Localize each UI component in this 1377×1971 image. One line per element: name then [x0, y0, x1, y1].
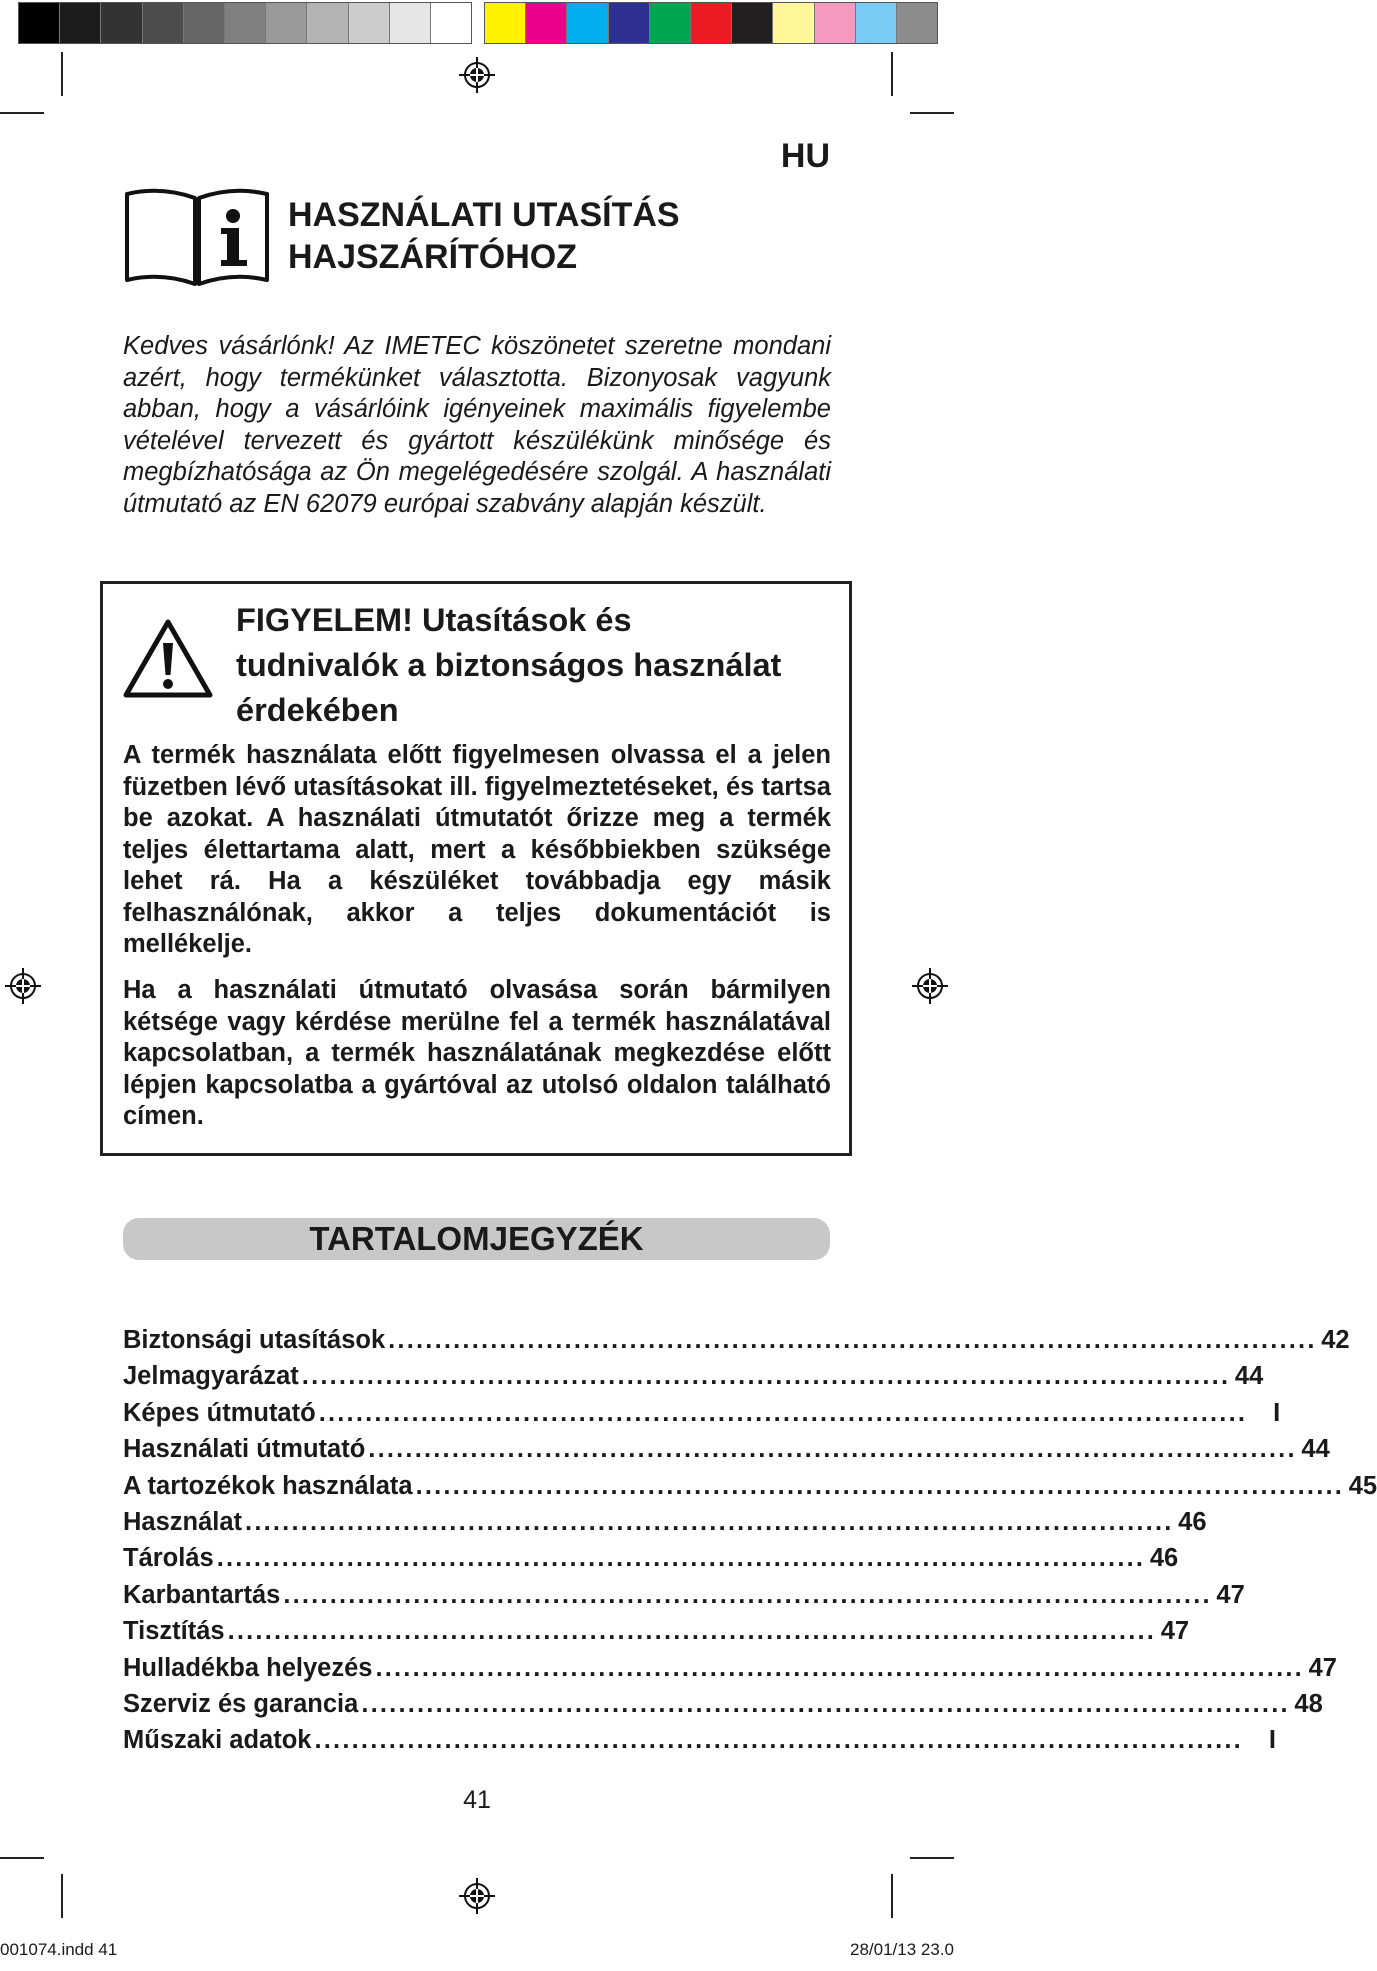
toc-entry	[123, 1540, 1179, 1576]
toc-entry	[123, 1650, 1337, 1686]
toc-entry-label: Használat	[123, 1507, 243, 1536]
title-line: HAJSZÁRÍTÓHOZ	[288, 238, 577, 276]
toc-entry-page: 44	[1301, 1435, 1330, 1464]
warning-title-line: tudnivalók a biztonságos használat	[236, 647, 782, 683]
registration-target-icon	[912, 968, 948, 1004]
toc-leader-dots: ....................................................................................................	[216, 1544, 1146, 1573]
color-swatch	[431, 3, 471, 43]
toc-entry-label: Tisztítás	[123, 1617, 225, 1646]
color-swatch	[773, 3, 814, 43]
manual-title	[288, 194, 680, 278]
toc-entry-label: Jelmagyarázat	[123, 1362, 299, 1391]
toc-entry	[123, 1722, 1276, 1758]
toc-entry	[123, 1322, 1350, 1358]
toc-entry-page: 44	[1234, 1362, 1264, 1391]
toc-entry-page: 47	[1308, 1653, 1337, 1682]
toc-entry-label: Tárolás	[123, 1544, 214, 1573]
toc-entry-page: I	[1268, 1726, 1276, 1755]
toc-entry-page: 46	[1149, 1544, 1179, 1573]
registration-target-icon	[459, 1878, 495, 1914]
toc-leader-dots: ....................................................................................................	[415, 1471, 1345, 1500]
color-swatch	[390, 3, 431, 43]
language-code: HU	[780, 137, 830, 175]
toc-leader-dots: ....................................................................................................	[227, 1617, 1157, 1646]
toc-entry	[123, 1686, 1323, 1722]
color-swatch	[567, 3, 608, 43]
toc-entry-page: I	[1273, 1398, 1281, 1427]
toc-leader-dots: ....................................................................................................	[245, 1507, 1174, 1536]
toc-entry	[123, 1431, 1330, 1467]
toc-leader-dots: ....................................................................................................	[375, 1653, 1304, 1682]
crop-mark	[891, 1874, 893, 1918]
toc-entry-label: Használati útmutató	[123, 1435, 366, 1464]
toc-entry-label: Műszaki adatok	[123, 1726, 312, 1755]
toc-entry-page: 45	[1348, 1471, 1377, 1500]
color-swatch	[349, 3, 390, 43]
toc-entry-label: Képes útmutató	[123, 1398, 316, 1427]
info-book-icon	[123, 188, 271, 288]
color-calibration-bar	[484, 2, 938, 44]
toc-entry	[123, 1504, 1207, 1540]
color-swatch	[143, 3, 184, 43]
crop-mark	[0, 112, 44, 114]
toc-entry-label: Szerviz és garancia	[123, 1689, 359, 1718]
color-swatch	[19, 3, 60, 43]
toc-entry	[123, 1613, 1190, 1649]
title-line: HASZNÁLATI UTASÍTÁS	[288, 196, 680, 234]
warning-title-line: FIGYELEM! Utasítások és	[236, 602, 632, 638]
footer-date-slug: 28/01/13 23.0	[850, 1940, 954, 1959]
page-number: 41	[463, 1786, 491, 1814]
toc-entry-label: Karbantartás	[123, 1580, 281, 1609]
warning-paragraph: Ha a használati útmutató olvasása során bármilyen kétsége vagy kérdése merülne fel a termék használatával kapcsolatban, a termék használatának megkezdése előtt lépjen kapcsolatba a gyártóval az utolsó oldalon található címen.	[123, 976, 831, 1130]
toc-entry-label: A tartozékok használata	[123, 1471, 413, 1500]
toc-entry	[123, 1577, 1245, 1613]
toc-leader-dots: ....................................................................................................	[388, 1326, 1317, 1354]
toc-entry-page: 47	[1160, 1617, 1190, 1646]
intro-paragraph: Kedves vásárlónk! Az IMETEC köszönetet szeretne mondani azért, hogy termékünket választotta. Bizonyosak vagyunk abban, hogy a vásárlóink igényeinek maximális figyelembe vételével tervezett és gyártott készülékünk minősége és megbízhatósága az Ön megelégedésére szolgál. A használati útmutató az EN 62079 európai szabvány alapján készült.	[123, 332, 831, 518]
crop-mark	[910, 1857, 954, 1859]
color-swatch	[307, 3, 348, 43]
crop-mark	[0, 1857, 44, 1859]
color-swatch	[101, 3, 142, 43]
toc-leader-dots: ....................................................................................................	[283, 1580, 1212, 1609]
toc-leader-dots: ....................................................................................................	[314, 1726, 1243, 1755]
color-swatch	[485, 3, 526, 43]
toc-leader-dots: ....................................................................................................	[361, 1689, 1290, 1718]
toc-list	[123, 1322, 1377, 1759]
registration-target-icon	[459, 57, 495, 93]
toc-entry-page: 48	[1294, 1689, 1323, 1718]
color-swatch	[60, 3, 101, 43]
grayscale-calibration-bar	[18, 2, 472, 44]
toc-entry	[123, 1358, 1264, 1394]
toc-entry	[123, 1395, 1281, 1431]
toc-entry-label: Biztonsági utasítások	[123, 1326, 386, 1354]
color-swatch	[266, 3, 307, 43]
warning-paragraph: A termék használata előtt figyelmesen olvassa el a jelen füzetben lévő utasításokat ill. figyelmeztetéseket, és tartsa be azokat. A használati útmutatót őrizze meg a termék teljes élettartama alatt, mert a későbbiekben szüksége lehet rá. Ha a készüléket továbbadja egy másik felhasználónak, akkor a teljes dokumentációt is mellékelje.	[123, 741, 831, 958]
color-swatch	[609, 3, 650, 43]
color-swatch	[225, 3, 266, 43]
color-swatch	[815, 3, 856, 43]
toc-entry-page: 46	[1178, 1507, 1207, 1536]
toc-title: TARTALOMJEGYZÉK	[123, 1218, 830, 1260]
registration-target-icon	[5, 968, 41, 1004]
toc-entry	[123, 1468, 1377, 1504]
toc-leader-dots: ....................................................................................................	[301, 1362, 1231, 1391]
warning-title-line: érdekében	[236, 692, 399, 728]
toc-entry-label: Hulladékba helyezés	[123, 1653, 373, 1682]
warning-title	[236, 598, 781, 733]
footer-file-slug: 001074.indd 41	[0, 1940, 118, 1959]
color-swatch	[526, 3, 567, 43]
color-swatch	[897, 3, 937, 43]
crop-mark	[61, 1874, 63, 1918]
toc-entry-page: 47	[1216, 1580, 1245, 1609]
toc-leader-dots: ....................................................................................................	[368, 1435, 1297, 1464]
color-swatch	[856, 3, 897, 43]
crop-mark	[910, 112, 954, 114]
color-swatch	[732, 3, 773, 43]
color-swatch	[184, 3, 225, 43]
crop-mark	[61, 52, 63, 96]
toc-entry-page: 42	[1321, 1326, 1350, 1354]
crop-mark	[891, 52, 893, 96]
color-swatch	[650, 3, 691, 43]
toc-leader-dots: ....................................................................................................	[318, 1398, 1248, 1427]
warning-triangle-icon	[122, 617, 214, 699]
color-swatch	[691, 3, 732, 43]
